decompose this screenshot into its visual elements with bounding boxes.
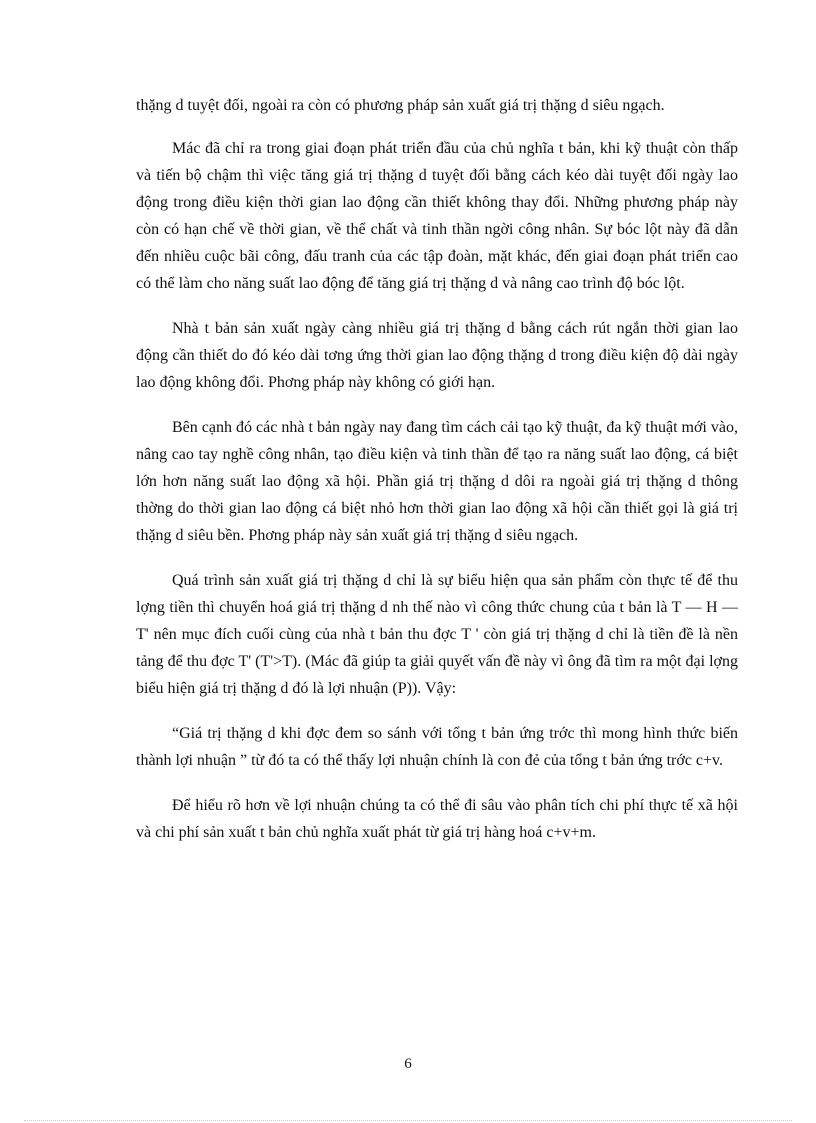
- paragraph-quote-profit: “Giá trị thặng d khi đợc đem so sánh với tổng t bản ứng trớc thì mong hình thức biến thành lợi nhuận ” từ đó ta có thể thấy lợi nhuận chính là con đẻ của tổng t bản ứng trớc c+v.: [136, 725, 738, 769]
- paragraph-marx-absolute-surplus: Mác đã chỉ ra trong giai đoạn phát triển đầu của chủ nghĩa t bản, khi kỹ thuật còn thấp và tiến bộ chậm thì việc tăng giá trị thặng d tuyệt đối bằng cách kéo dài tuyệt đối ngày lao động trong điều kiện thời gian lao động cần thiết không thay đổi. Những phương pháp này còn có hạn chế về thời gian, về thể chất và tinh thần ngời công nhân. Sự bóc lột này đã dẫn đến nhiều cuộc bãi công, đấu tranh của các tập đoàn, mặt khác, đến giai đoạn phát triển cao có thể làm cho năng suất lao động để tăng giá trị thặng d và nâng cao trình độ bóc lột.: [136, 140, 738, 292]
- page-number: 6: [404, 1056, 412, 1072]
- paragraph-continuation: thặng d tuyệt đối, ngoài ra còn có phương pháp sản xuất giá trị thặng d siêu ngạch.: [136, 97, 665, 114]
- footer-divider: [24, 1120, 792, 1121]
- paragraph-cost-analysis: Để hiểu rõ hơn về lợi nhuận chúng ta có thể đi sâu vào phân tích chi phí thực tế xã hội và chi phí sản xuất t bản chủ nghĩa xuất phát từ giá trị hàng hoá c+v+m.: [136, 797, 738, 841]
- document-body: [136, 92, 738, 864]
- paragraph-relative-surplus: Nhà t bản sản xuất ngày càng nhiều giá trị thặng d bằng cách rút ngắn thời gian lao động cần thiết do đó kéo dài tơng ứng thời gian lao động thặng d trong điều kiện độ dài ngày lao động không đổi. Phơng pháp này không có giới hạn.: [136, 320, 738, 391]
- paragraph-profit-conversion: Quá trình sản xuất giá trị thặng d chỉ là sự biểu hiện qua sản phẩm còn thực tế để thu lợng tiền thì chuyển hoá giá trị thặng d nh thế nào vì công thức chung của t bản là T — H — T' nên mục đích cuối cùng của nhà t bản thu đợc T ' còn giá trị thặng d chỉ là tiền đề là nền tảng để thu đợc T' (T'>T). (Mác đã giúp ta giải quyết vấn đề này vì ông đã tìm ra một đại lợng biểu hiện giá trị thặng d đó là lợi nhuận (P)). Vậy:: [136, 572, 738, 697]
- paragraph-excess-surplus: Bên cạnh đó các nhà t bản ngày nay đang tìm cách cải tạo kỹ thuật, đa kỹ thuật mới vào, nâng cao tay nghề công nhân, tạo điều kiện và tinh thần để tạo ra năng suất lao động, cá biệt lớn hơn năng suất lao động xã hội. Phần giá trị thặng d dôi ra ngoài giá trị thặng d thông thờng do thời gian lao động cá biệt nhỏ hơn thời gian lao động xã hội cần thiết gọi là giá trị thặng d siêu bền. Phơng pháp này sản xuất giá trị thặng d siêu ngạch.: [136, 419, 738, 544]
